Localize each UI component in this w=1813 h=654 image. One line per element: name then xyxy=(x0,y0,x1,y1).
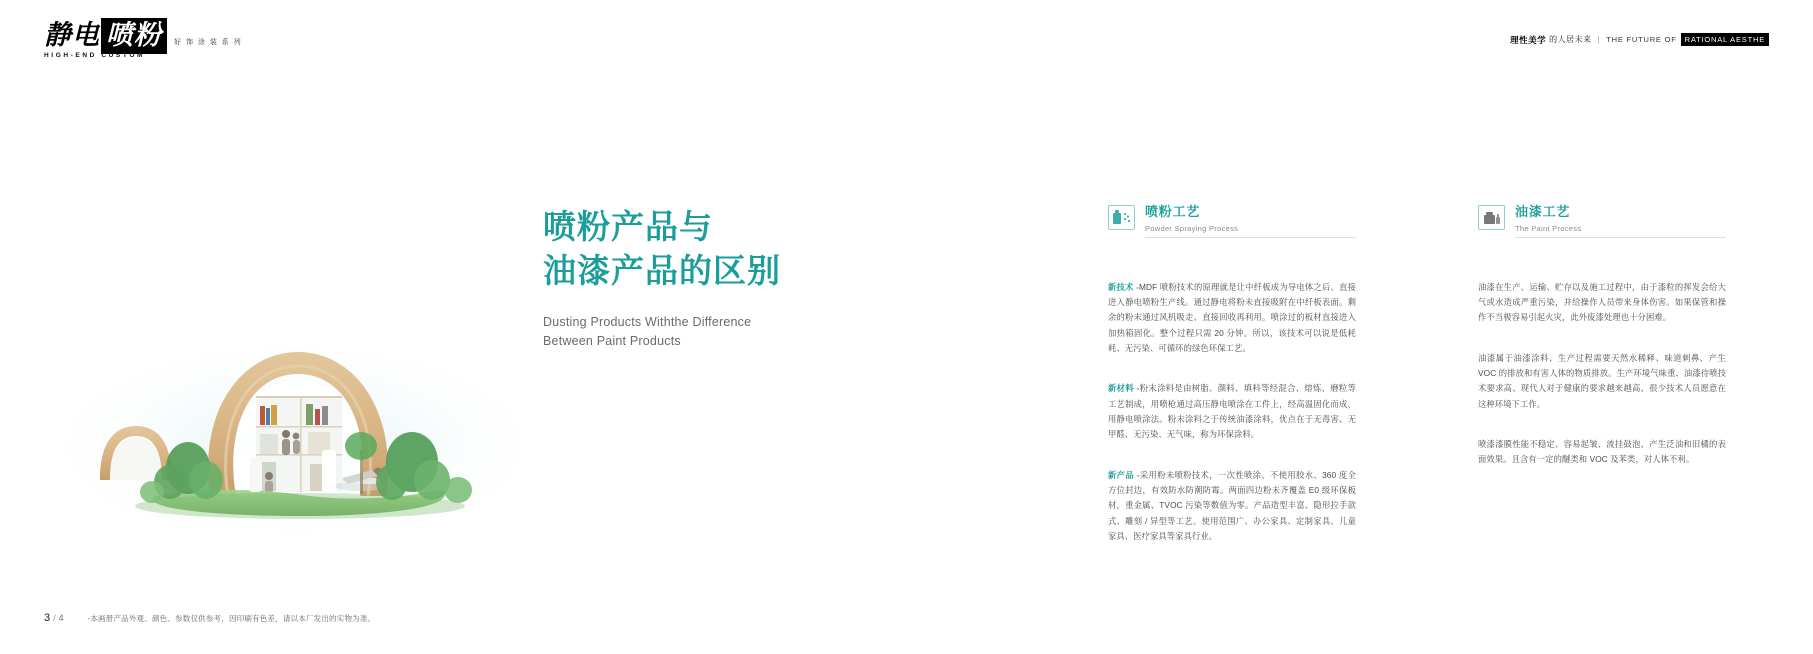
title-chinese xyxy=(543,205,963,292)
paragraph xyxy=(1108,381,1356,442)
logo-boxed-text: 喷粉 xyxy=(101,18,167,54)
header-tagline xyxy=(1510,33,1769,46)
title-en-line2: Between Paint Products xyxy=(543,334,681,349)
page-header xyxy=(0,0,1813,60)
paint-process-icon xyxy=(1478,205,1505,230)
paragraph-lead: 新材料 - xyxy=(1108,383,1140,394)
logo-series-tag: 好 饰 涂 装 系 列 xyxy=(174,39,243,46)
column-a-title-en: Powder Spraying Process xyxy=(1145,223,1239,233)
title-cn-line2: 油漆产品的区别 xyxy=(543,250,781,290)
column-a-title-wrap xyxy=(1145,205,1356,238)
logo-subtitle: HIGH-END CUSTOM xyxy=(44,52,145,59)
footer-disclaimer: -本画册产品外观、颜色、参数仅供参考，因印刷有色差，请以本厂发出的实物为准。 xyxy=(87,614,376,623)
paragraph-lead: 新技术 - xyxy=(1108,281,1140,292)
brand-logo xyxy=(44,22,242,59)
page-footer xyxy=(44,612,375,624)
paragraph xyxy=(1478,437,1726,468)
tagline-en: THE FUTURE OF xyxy=(1606,35,1677,44)
paragraph xyxy=(1478,351,1726,412)
column-powder-process xyxy=(1108,205,1356,569)
paragraph-body: 喷漆漆膜性能不稳定、容易起皱、流挂鼓泡、产生泛油和旧橘的表面效果。且含有一定的醚类和 VOC 及苯类，对人体不利。 xyxy=(1478,439,1726,465)
tagline-cn-strong: 理性美学 xyxy=(1510,34,1547,45)
spray-powder-icon xyxy=(1108,205,1135,230)
paragraph xyxy=(1108,468,1356,545)
title-cn-line1: 喷粉产品与 xyxy=(543,207,713,246)
column-a-header xyxy=(1108,205,1356,238)
column-b-title-en: The Paint Process xyxy=(1515,223,1582,233)
column-b-header xyxy=(1478,205,1726,238)
tagline-divider: | xyxy=(1597,35,1601,44)
paragraph xyxy=(1478,280,1726,326)
column-b-underline xyxy=(1515,237,1726,238)
logo-text-wrap xyxy=(44,22,167,59)
paragraph-body: 油漆在生产、运输、贮存以及施工过程中，由于漆粒的挥发会给大气或水造成严重污染，并给操作人员带来身体伤害。如果保管和操作不当极容易引起火灾，此外废漆处理也十分困难。 xyxy=(1478,281,1726,323)
tagline-en-boxed: RATIONAL AESTHE xyxy=(1681,33,1769,46)
illustration-svg xyxy=(60,300,540,530)
page-number-current: 3 xyxy=(44,612,51,624)
logo-wordmark xyxy=(44,22,167,49)
title-en-line1: Dusting Products Withthe Difference xyxy=(543,315,752,330)
paragraph-lead: 新产品 - xyxy=(1108,469,1140,480)
column-a-underline xyxy=(1145,237,1356,238)
paragraph-body: 采用粉未喷粉技术，一次性喷涂、不使用胶水、360 度全方位封边，有效防水防潮防霉。两面四边粉未齐覆盖 E0 级环保板材，重金属、TVOC 污染等数值为零。产品造型丰富、隐形拉手款式、雕刻 / 异型等工艺。使用范围广、办公家具、定制家具、儿童家具、医疗家具等家具行业。 xyxy=(1108,469,1356,542)
product-illustration xyxy=(60,300,540,530)
paragraph xyxy=(1108,280,1356,357)
column-a-title-cn: 喷粉工艺 xyxy=(1145,205,1201,220)
column-paint-process xyxy=(1478,205,1726,493)
column-b-title-wrap xyxy=(1515,205,1726,238)
tagline-cn: 的人居未来 xyxy=(1549,35,1592,44)
column-b-title-cn: 油漆工艺 xyxy=(1515,205,1571,220)
page-number-total: 4 xyxy=(58,613,64,623)
title-english xyxy=(543,313,963,352)
paragraph-body: 粉末涂料是由树脂、颜料、填料等经混合、熔炼、磨粒等工艺制成，用喷枪通过高压静电喷涂在工件上，经高温固化而成，用静电喷涂法。粉末涂料之于传统油漆涂料，优点在于无毒害、无甲醛、无污染、无气味，称为环保涂料。 xyxy=(1108,383,1356,440)
page-number-separator: / xyxy=(53,613,56,623)
page-title xyxy=(543,205,963,352)
logo-main-text: 静电 xyxy=(44,20,100,51)
paragraph-body: 油漆属于油漆涂料、生产过程需要天然水稀释、味道刺鼻、产生 VOC 的排放和有害人体的物质排放。生产环境气味重、油漆待喷技术要求高、现代人对于健康的要求越来越高、很少技术人员愿意在这种环境下工作。 xyxy=(1478,352,1726,409)
paragraph-body: MDF 喷粉技术的原理就是让中纤板成为导电体之后、直接进入静电喷粉生产线。通过静电将粉未直接吸附在中纤板表面。剩余的粉末通过风机吸走、直接回收再利用。喷涂过的板材直接进入加热箱固化。整个过程只需 20 分钟。所以，该技术可以说是低耗耗、无污染、可循环的绿色环保工艺。 xyxy=(1108,281,1356,353)
